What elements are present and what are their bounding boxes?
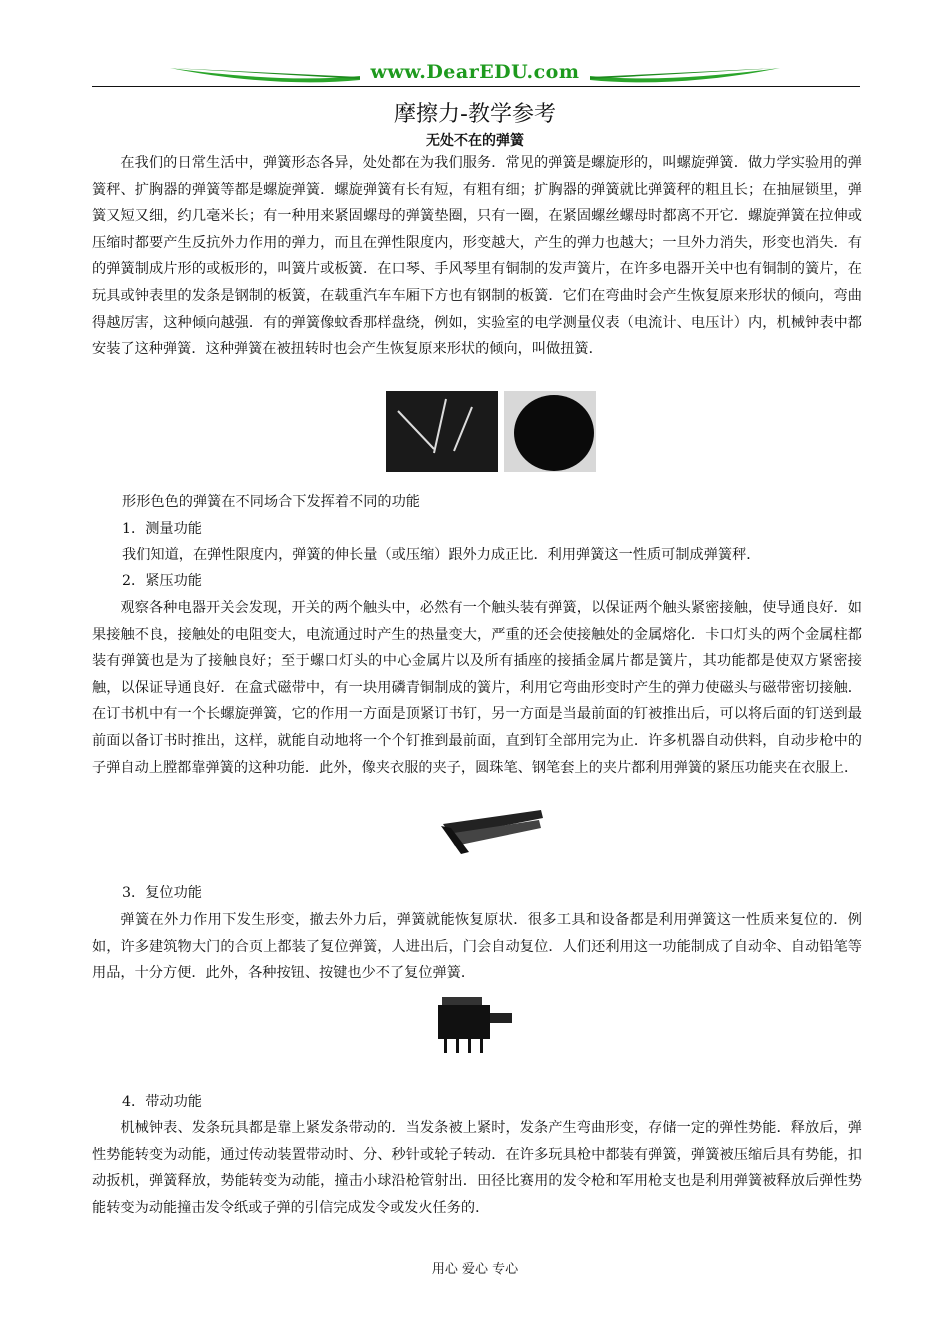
stapler-image — [441, 806, 545, 858]
coil-springs-icon — [386, 391, 498, 472]
section-1-body: 我们知道，在弹性限度内，弹簧的伸长量（或压缩）跟外力成正比．利用弹簧这一性质可制成弹簧秤． — [122, 547, 761, 563]
page-subtitle: 无处不在的弹簧 — [426, 133, 524, 149]
functions-intro: 形形色色的弹簧在不同场合下发挥着不同的功能 — [122, 494, 420, 510]
page-title: 摩擦力-教学参考 — [394, 102, 556, 127]
header-divider — [92, 86, 860, 87]
section-4-heading: 4．带动功能 — [122, 1094, 202, 1110]
section-2-body: 观察各种电器开关会发现，开关的两个触头中，必然有一个触头装有弹簧，以保证两个触头紧密接触，使导通良好．如果接触不良，接触处的电阻变大，电流通过时产生的热量变大，严重的还会使接触处的金属熔化．卡口灯头的两个金属柱都装有弹簧也是为了接触良好；至于螺口灯头的中心金属片以及所有插座的接插金属片都是簧片，其功能都是使双方紧密接触，以保证导通良好．在盒式磁带中，有一块用磷青铜制成的簧片，利用它弯曲形变时产生的弹力使磁头与磁带密切接触．在订书机中有一个长螺旋弹簧，它的作用一方面是顶紧订书钉，另一方面是当最前面的钉被推出后，可以将后面的钉送到最前面以备订书时推出，这样，就能自动地将一个个钉推到最前面，直到钉全部用完为止．许多机器自动供料，自动步枪中的子弹自动上膛都靠弹簧的这种功能．此外，像夹衣服的夹子，圆珠笔、钢笔套上的夹片都利用弹簧的紧压功能夹在衣服上． — [92, 600, 862, 776]
section-3-heading: 3．复位功能 — [122, 885, 202, 901]
page-footer: 用心 爱心 专心 — [431, 1262, 519, 1277]
section-1-heading: 1．测量功能 — [122, 521, 202, 537]
intro-paragraph: 在我们的日常生活中，弹簧形态各异，处处都在为我们服务．常见的弹簧是螺旋形的，叫螺旋弹簧．做力学实验用的弹簧秤、扩胸器的弹簧等都是螺旋弹簧．螺旋弹簧有长有短，有粗有细；扩胸器的弹簧就比弹簧秤的粗且长；在抽屉锁里，弹簧又短又细，约几毫米长；有一种用来紧固螺母的弹簧垫圈，只有一圈，在紧固螺丝螺母时都离不开它．螺旋弹簧在拉伸或压缩时都要产生反抗外力作用的弹力，而且在弹性限度内，形变越大，产生的弹力也越大；一旦外力消失，形变也消失．有的弹簧制成片形的或板形的，叫簧片或板簧．在口琴、手风琴里有铜制的发声簧片，在许多电器开关中也有铜制的簧片，在玩具或钟表里的发条是钢制的板簧，在载重汽车车厢下方也有钢制的板簧．它们在弯曲时会产生恢复原来形状的倾向，弯曲得越厉害，这种倾向越强．有的弹簧像蚊香那样盘绕，例如，实验室的电学测量仪表（电流计、电压计）内，机械钟表中都安装了这种弹簧．这种弹簧在被扭转时也会产生恢复原来形状的倾向，叫做扭簧． — [92, 155, 862, 358]
stapler-icon — [441, 806, 545, 858]
section-2-heading: 2．紧压功能 — [122, 573, 202, 589]
section-3-body: 弹簧在外力作用下发生形变，撤去外力后，弹簧就能恢复原状．很多工具和设备都是利用弹簧这一性质来复位的．例如，许多建筑物大门的合页上都装了复位弹簧，人进出后，门会自动复位．人们还利用这一功能制成了自动伞、自动铅笔等用品，十分方便．此外，各种按钮、按键也少不了复位弹簧． — [92, 912, 862, 982]
push-switch-icon — [436, 993, 514, 1057]
logo-text: www.DearEDU.com — [370, 61, 580, 83]
coiled-spring-icon — [504, 391, 596, 472]
spring-photo-2 — [504, 391, 596, 472]
spring-photo-1 — [386, 391, 498, 472]
section-4-body: 机械钟表、发条玩具都是靠上紧发条带动的．当发条被上紧时，发条产生弯曲形变，存储一定的弹性势能．释放后，弹性势能转变为动能，通过传动装置带动时、分、秒针或轮子转动．在许多玩具枪中都装有弹簧，弹簧被压缩后具有势能，扣动扳机，弹簧释放，势能转变为动能，撞击小球沿枪管射出．田径比赛用的发令枪和军用枪支也是利用弹簧被释放后弹性势能转变为动能撞击发令纸或子弹的引信完成发令或发火任务的． — [92, 1120, 862, 1216]
push-button-image — [436, 993, 514, 1057]
